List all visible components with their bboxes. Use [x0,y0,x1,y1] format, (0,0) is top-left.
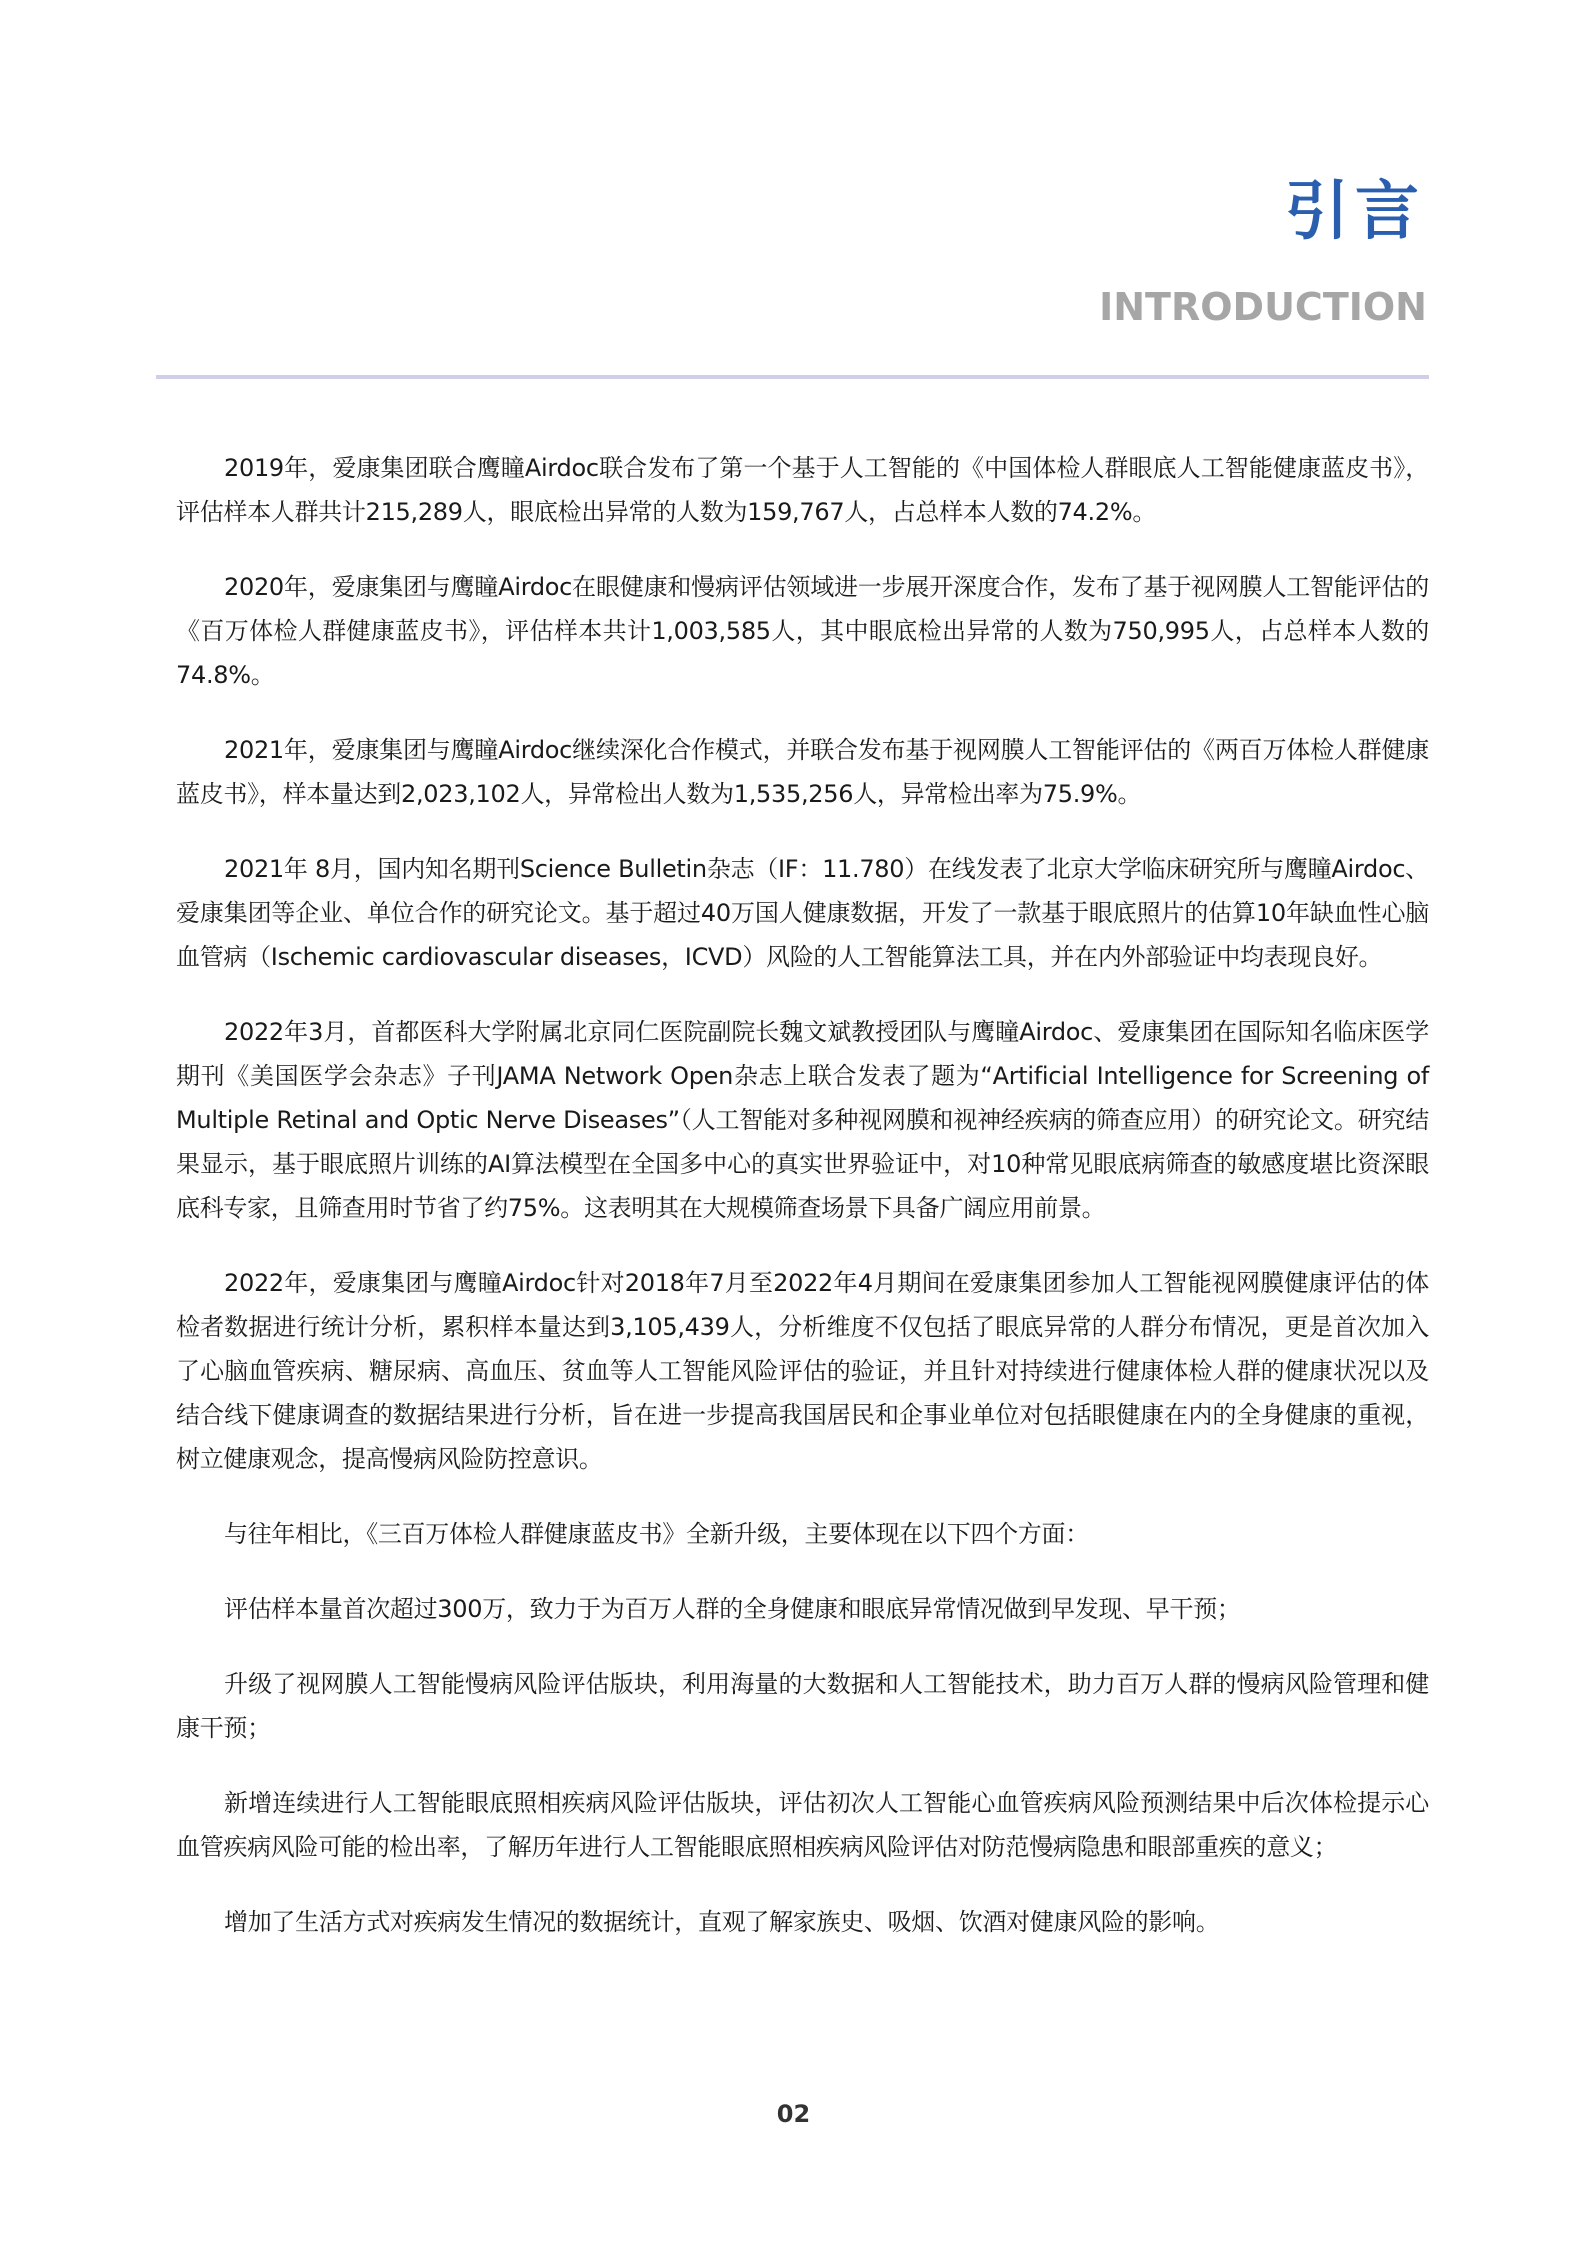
paragraph: 2021年，爱康集团与鹰瞳Airdoc继续深化合作模式，并联合发布基于视网膜人工智能评估的《两百万体检人群健康蓝皮书》，样本量达到2,023,102人，异常检出人数为1,535,256人，异常检出率为75.9%。 [176,736,1429,808]
paragraph: 2020年，爱康集团与鹰瞳Airdoc在眼健康和慢病评估领域进一步展开深度合作，发布了基于视网膜人工智能评估的《百万体检人群健康蓝皮书》，评估样本共计1,003,585人，其中眼底检出异常的人数为750,995人，占总样本人数的74.8%。 [176,573,1429,689]
paragraph: 新增连续进行人工智能眼底照相疾病风险评估版块，评估初次人工智能心血管疾病风险预测结果中后次体检提示心血管疾病风险可能的检出率，了解历年进行人工智能眼底照相疾病风险评估对防范慢病隐患和眼部重疾的意义； [176,1789,1429,1861]
body-text [176,446,1429,1975]
page-title: 引言 [1285,175,1425,249]
header-divider [156,375,1429,379]
paragraph: 升级了视网膜人工智能慢病风险评估版块，利用海量的大数据和人工智能技术，助力百万人群的慢病风险管理和健康干预； [176,1670,1429,1742]
paragraph: 2022年3月，首都医科大学附属北京同仁医院副院长魏文斌教授团队与鹰瞳Airdoc、爱康集团在国际知名临床医学期刊《美国医学会杂志》子刊JAMA Network Open杂志上联合发表了题为“Artificial Intelligence for Screening of Multiple Retinal and Optic Nerve Diseases”（人工智能对多种视网膜和视神经疾病的筛查应用）的研究论文。研究结果显示，基于眼底照片训练的AI算法模型在全国多中心的真实世界验证中，对10种常见眼底病筛查的敏感度堪比资深眼底科专家，且筛查用时节省了约75%。这表明其在大规模筛查场景下具备广阔应用前景。 [176,1018,1429,1222]
paragraph: 与往年相比，《三百万体检人群健康蓝皮书》全新升级，主要体现在以下四个方面： [224,1520,1089,1548]
paragraph: 2019年，爱康集团联合鹰瞳Airdoc联合发布了第一个基于人工智能的《中国体检人群眼底人工智能健康蓝皮书》，评估样本人群共计215,289人，眼底检出异常的人数为159,767人，占总样本人数的74.2%。 [176,454,1429,526]
paragraph: 2022年，爱康集团与鹰瞳Airdoc针对2018年7月至2022年4月期间在爱康集团参加人工智能视网膜健康评估的体检者数据进行统计分析，累积样本量达到3,105,439人，分析维度不仅包括了眼底异常的人群分布情况，更是首次加入了心脑血管疾病、糖尿病、高血压、贫血等人工智能风险评估的验证，并且针对持续进行健康体检人群的健康状况以及结合线下健康调查的数据结果进行分析，旨在进一步提高我国居民和企事业单位对包括眼健康在内的全身健康的重视，树立健康观念，提高慢病风险防控意识。 [176,1269,1429,1473]
page-number: 02 [776,2100,811,2128]
paragraph: 评估样本量首次超过300万，致力于为百万人群的全身健康和眼底异常情况做到早发现、早干预； [224,1595,1241,1623]
page-subtitle: INTRODUCTION [1099,285,1427,329]
paragraph: 2021年 8月，国内知名期刊Science Bulletin杂志（IF：11.780）在线发表了北京大学临床研究所与鹰瞳Airdoc、爱康集团等企业、单位合作的研究论文。基于超过40万国人健康数据，开发了一款基于眼底照片的估算10年缺血性心脑血管病（Ischemic cardiovascular diseases，ICVD）风险的人工智能算法工具，并在内外部验证中均表现良好。 [176,855,1429,971]
paragraph: 增加了生活方式对疾病发生情况的数据统计，直观了解家族史、吸烟、饮酒对健康风险的影响。 [224,1908,1220,1936]
